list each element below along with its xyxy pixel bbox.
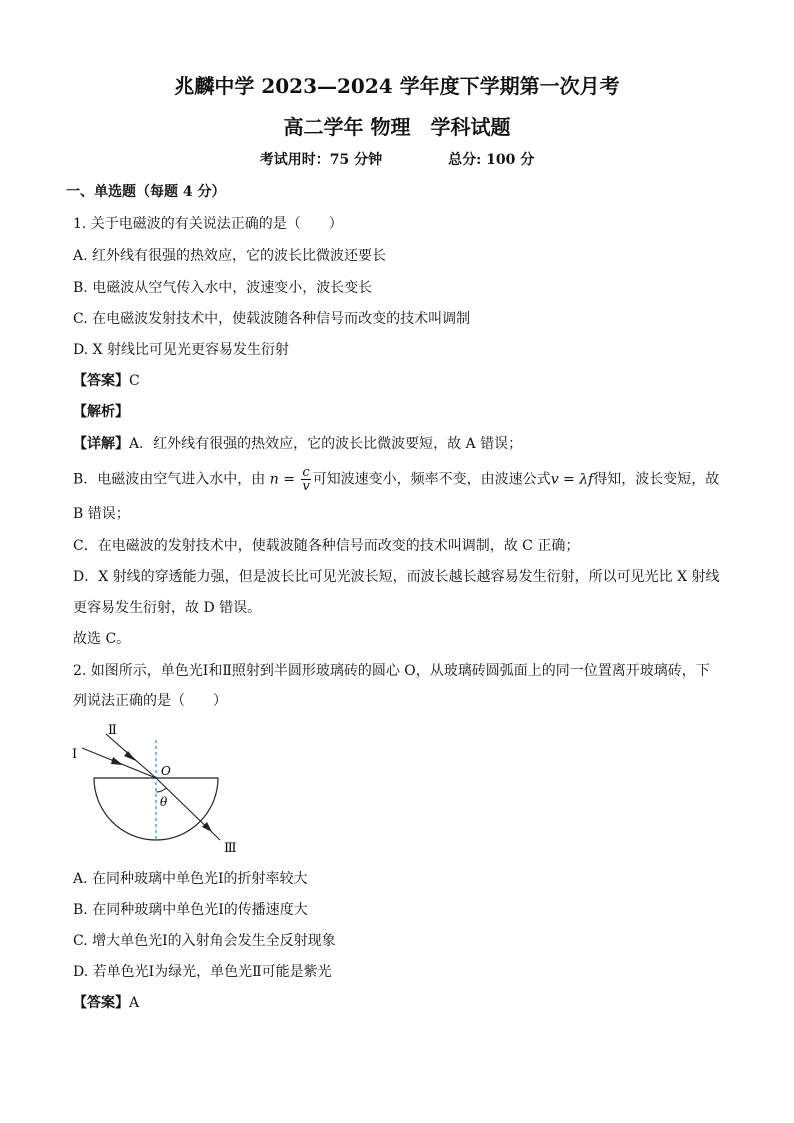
detail-label: 【详解】	[73, 436, 129, 452]
theta-arc	[156, 788, 166, 792]
formula-wave-speed: v = λf	[550, 471, 594, 488]
exam-score: 总分: 100 分	[448, 152, 535, 168]
q1-conclusion: 故选 C。	[73, 631, 131, 647]
label-II: Ⅱ	[108, 723, 117, 738]
formula-fraction	[301, 466, 310, 493]
exam-time: 考试用时：75 分钟	[259, 152, 383, 168]
ray-II-arrow	[124, 751, 136, 761]
fraction-numerator: c	[302, 465, 310, 480]
q2-stem-2: 列说法正确的是（ ）	[73, 693, 227, 709]
q1-option-c: C. 在电磁波发射技术中，使载波随各种信号而改变的技术叫调制	[73, 311, 471, 327]
q2-option-a: A. 在同种玻璃中单色光Ⅰ的折射率较大	[73, 871, 308, 887]
q1-detail-d-2: 更容易发生衍射，故 D 错误。	[73, 600, 262, 616]
q1-option-d: D. X 射线比可见光更容易发生衍射	[73, 342, 290, 358]
q1-detail-b-cont: B 错误；	[73, 506, 130, 522]
q1-stem: 1. 关于电磁波的有关说法正确的是（ ）	[73, 216, 343, 232]
detail-b-text-1: B．电磁波由空气进入水中，由	[73, 471, 266, 488]
section-heading: 一、单选题（每题 4 分）	[66, 184, 226, 200]
exam-subtitle: 高二学年 物理 学科试题	[283, 115, 511, 139]
q2-stem-1: 2. 如图所示，单色光Ⅰ和Ⅱ照射到半圆形玻璃砖的圆心 O，从玻璃砖圆弧面上的同一位置离开玻璃砖，下	[73, 663, 710, 679]
detail-b-text-2: 可知波速变小，频率不变，由波速公式	[312, 471, 551, 488]
fraction-denominator: v	[302, 479, 310, 494]
ray-I-arrow	[111, 757, 123, 765]
q1-detail-a	[73, 434, 723, 454]
answer-value: C	[129, 373, 140, 389]
label-O: O	[161, 764, 171, 778]
detail-a-text: A．红外线有很强的热效应，它的波长比微波要短，故 A 错误；	[129, 436, 523, 452]
answer-value: A	[129, 995, 140, 1011]
label-I: Ⅰ	[72, 747, 78, 762]
q2-figure	[62, 718, 252, 860]
q1-detail-b	[73, 466, 723, 493]
formula-n: n =	[269, 471, 295, 488]
q1-detail-c: C．在电磁波的发射技术中，使载波随各种信号而改变的技术叫调制，故 C 正确；	[73, 538, 580, 554]
exam-title: 兆麟中学 2023—2024 学年度下学期第一次月考	[174, 74, 620, 98]
answer-label: 【答案】	[73, 373, 129, 389]
detail-b-text-3: 得知，波长变短，故	[593, 471, 720, 488]
q2-answer	[73, 993, 723, 1013]
exam-info	[0, 149, 794, 169]
q2-option-d: D. 若单色光Ⅰ为绿光，单色光Ⅱ可能是紫光	[73, 964, 332, 980]
answer-label: 【答案】	[73, 995, 129, 1011]
q1-answer	[73, 371, 723, 391]
q2-option-b: B. 在同种玻璃中单色光Ⅰ的传播速度大	[73, 902, 308, 918]
q1-detail-d-1: D．X 射线的穿透能力强，但是波长比可见光波长短，而波长越长越容易发生衍射，所以可见光比 X 射线	[73, 569, 720, 585]
label-theta: θ	[160, 795, 168, 809]
q1-option-a: A. 红外线有很强的热效应，它的波长比微波还要长	[73, 248, 387, 264]
q2-option-c: C. 增大单色光Ⅰ的入射角会发生全反射现象	[73, 933, 336, 949]
q1-option-b: B. 电磁波从空气传入水中，波速变小，波长变长	[73, 280, 373, 296]
analysis-label: 【解析】	[73, 404, 129, 420]
label-III: Ⅲ	[224, 841, 237, 856]
